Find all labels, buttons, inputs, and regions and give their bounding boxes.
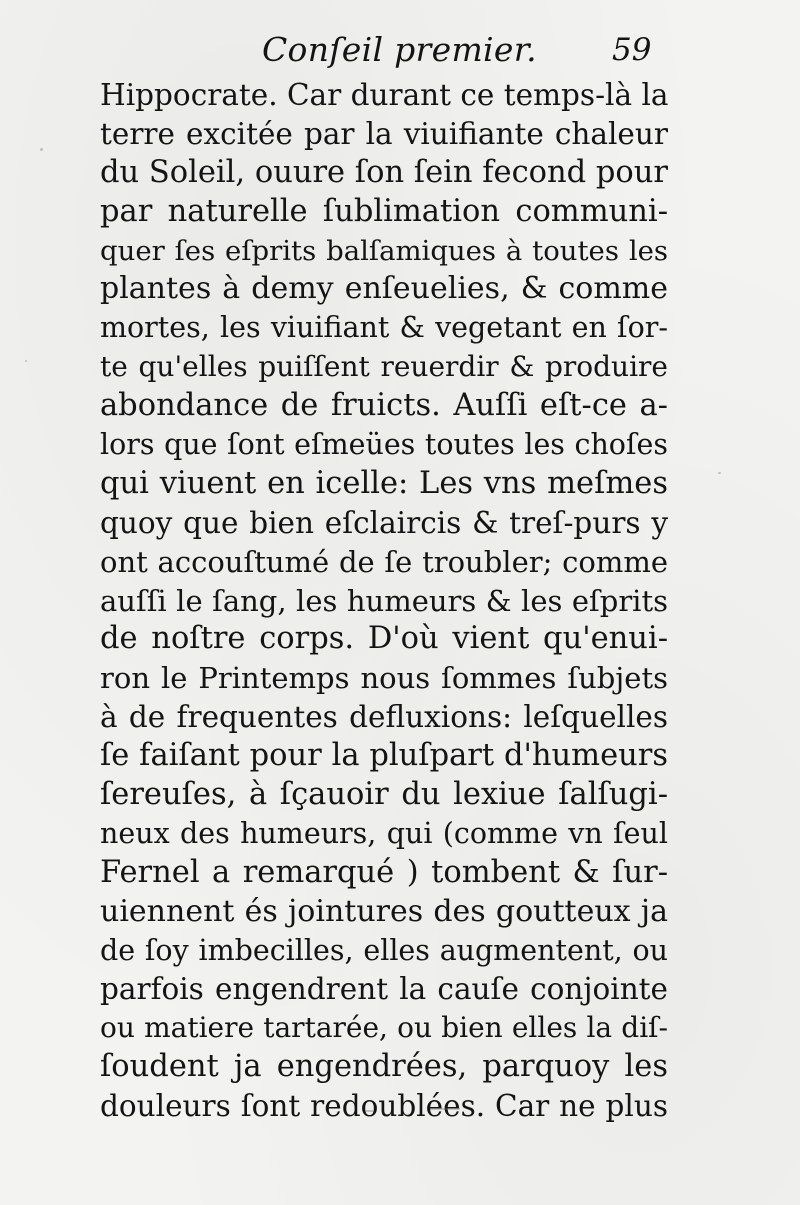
scan-speck (365, 1110, 373, 1112)
text-line: par naturelle ſublimation communi- (100, 193, 668, 229)
running-head (0, 22, 800, 82)
text-line: quoy que bien eſclaircis & treſ-purs y (100, 505, 668, 540)
running-head-title: Conſeil premier. (262, 30, 537, 69)
text-line: terre excitée par la viuifiante chaleur (100, 116, 668, 151)
scan-speck (718, 472, 721, 474)
text-line: ou matiere tartarée, ou bien elles la diſ- (100, 1011, 668, 1045)
text-line: te qu'elles puiſſent reuerdir & produire (100, 350, 668, 384)
text-line: Fernel a remarqué ) tombent & ſur- (100, 854, 668, 890)
page-number: 59 (612, 32, 652, 68)
text-line: quer ſes eſprits balſamiques à toutes les (100, 234, 668, 267)
text-line: plantes à demy enſeuelies, & comme (100, 271, 668, 307)
scan-speck (430, 1108, 460, 1110)
text-line: Hippocrate. Car durant ce temps-là la (100, 78, 669, 112)
scan-speck (40, 148, 43, 151)
text-line: ont accouſtumé de ſe troubler; comme (100, 544, 668, 579)
text-line: du Soleil, ouure ſon ſein fecond pour (100, 154, 668, 190)
text-line: neux des humeurs, qui (comme vn ſeul (100, 816, 668, 850)
text-line: parfois engendrent la cauſe conjointe (100, 972, 668, 1007)
text-line: de ſoy imbecilles, elles augmentent, ou (100, 933, 668, 967)
text-line: lors que ſont eſmeües toutes les choſes (100, 428, 668, 462)
text-line: douleurs ſont redoublées. Car ne plus (100, 1089, 668, 1124)
text-line: mortes, les viuifiant & vegetant en ſor- (100, 311, 668, 345)
text-line: qui viuent en icelle: Les vns meſmes (100, 465, 668, 501)
text-line: ſe faiſant pour la pluſpart d'humeurs (100, 738, 668, 774)
text-line: de noſtre corps. D'où vient qu'enui- (100, 621, 668, 657)
scan-speck (25, 360, 27, 362)
text-line: ſereuſes, à ſçauoir du lexiue ſalſugi- (100, 777, 668, 813)
text-line: abondance de fruicts. Auſſi eſt-ce a- (100, 388, 668, 424)
text-line: ſoudent ja engendrées, parquoy les (100, 1049, 668, 1085)
text-line: uiennent és jointures des goutteux ja (100, 893, 668, 929)
text-line: à de frequentes defluxions: leſquelles (100, 700, 668, 735)
body-text (100, 76, 668, 1126)
text-line: auſſi le ſang, les humeurs & les eſprits (100, 583, 668, 618)
text-line: ron le Printemps nous ſommes ſubjets (100, 661, 668, 696)
